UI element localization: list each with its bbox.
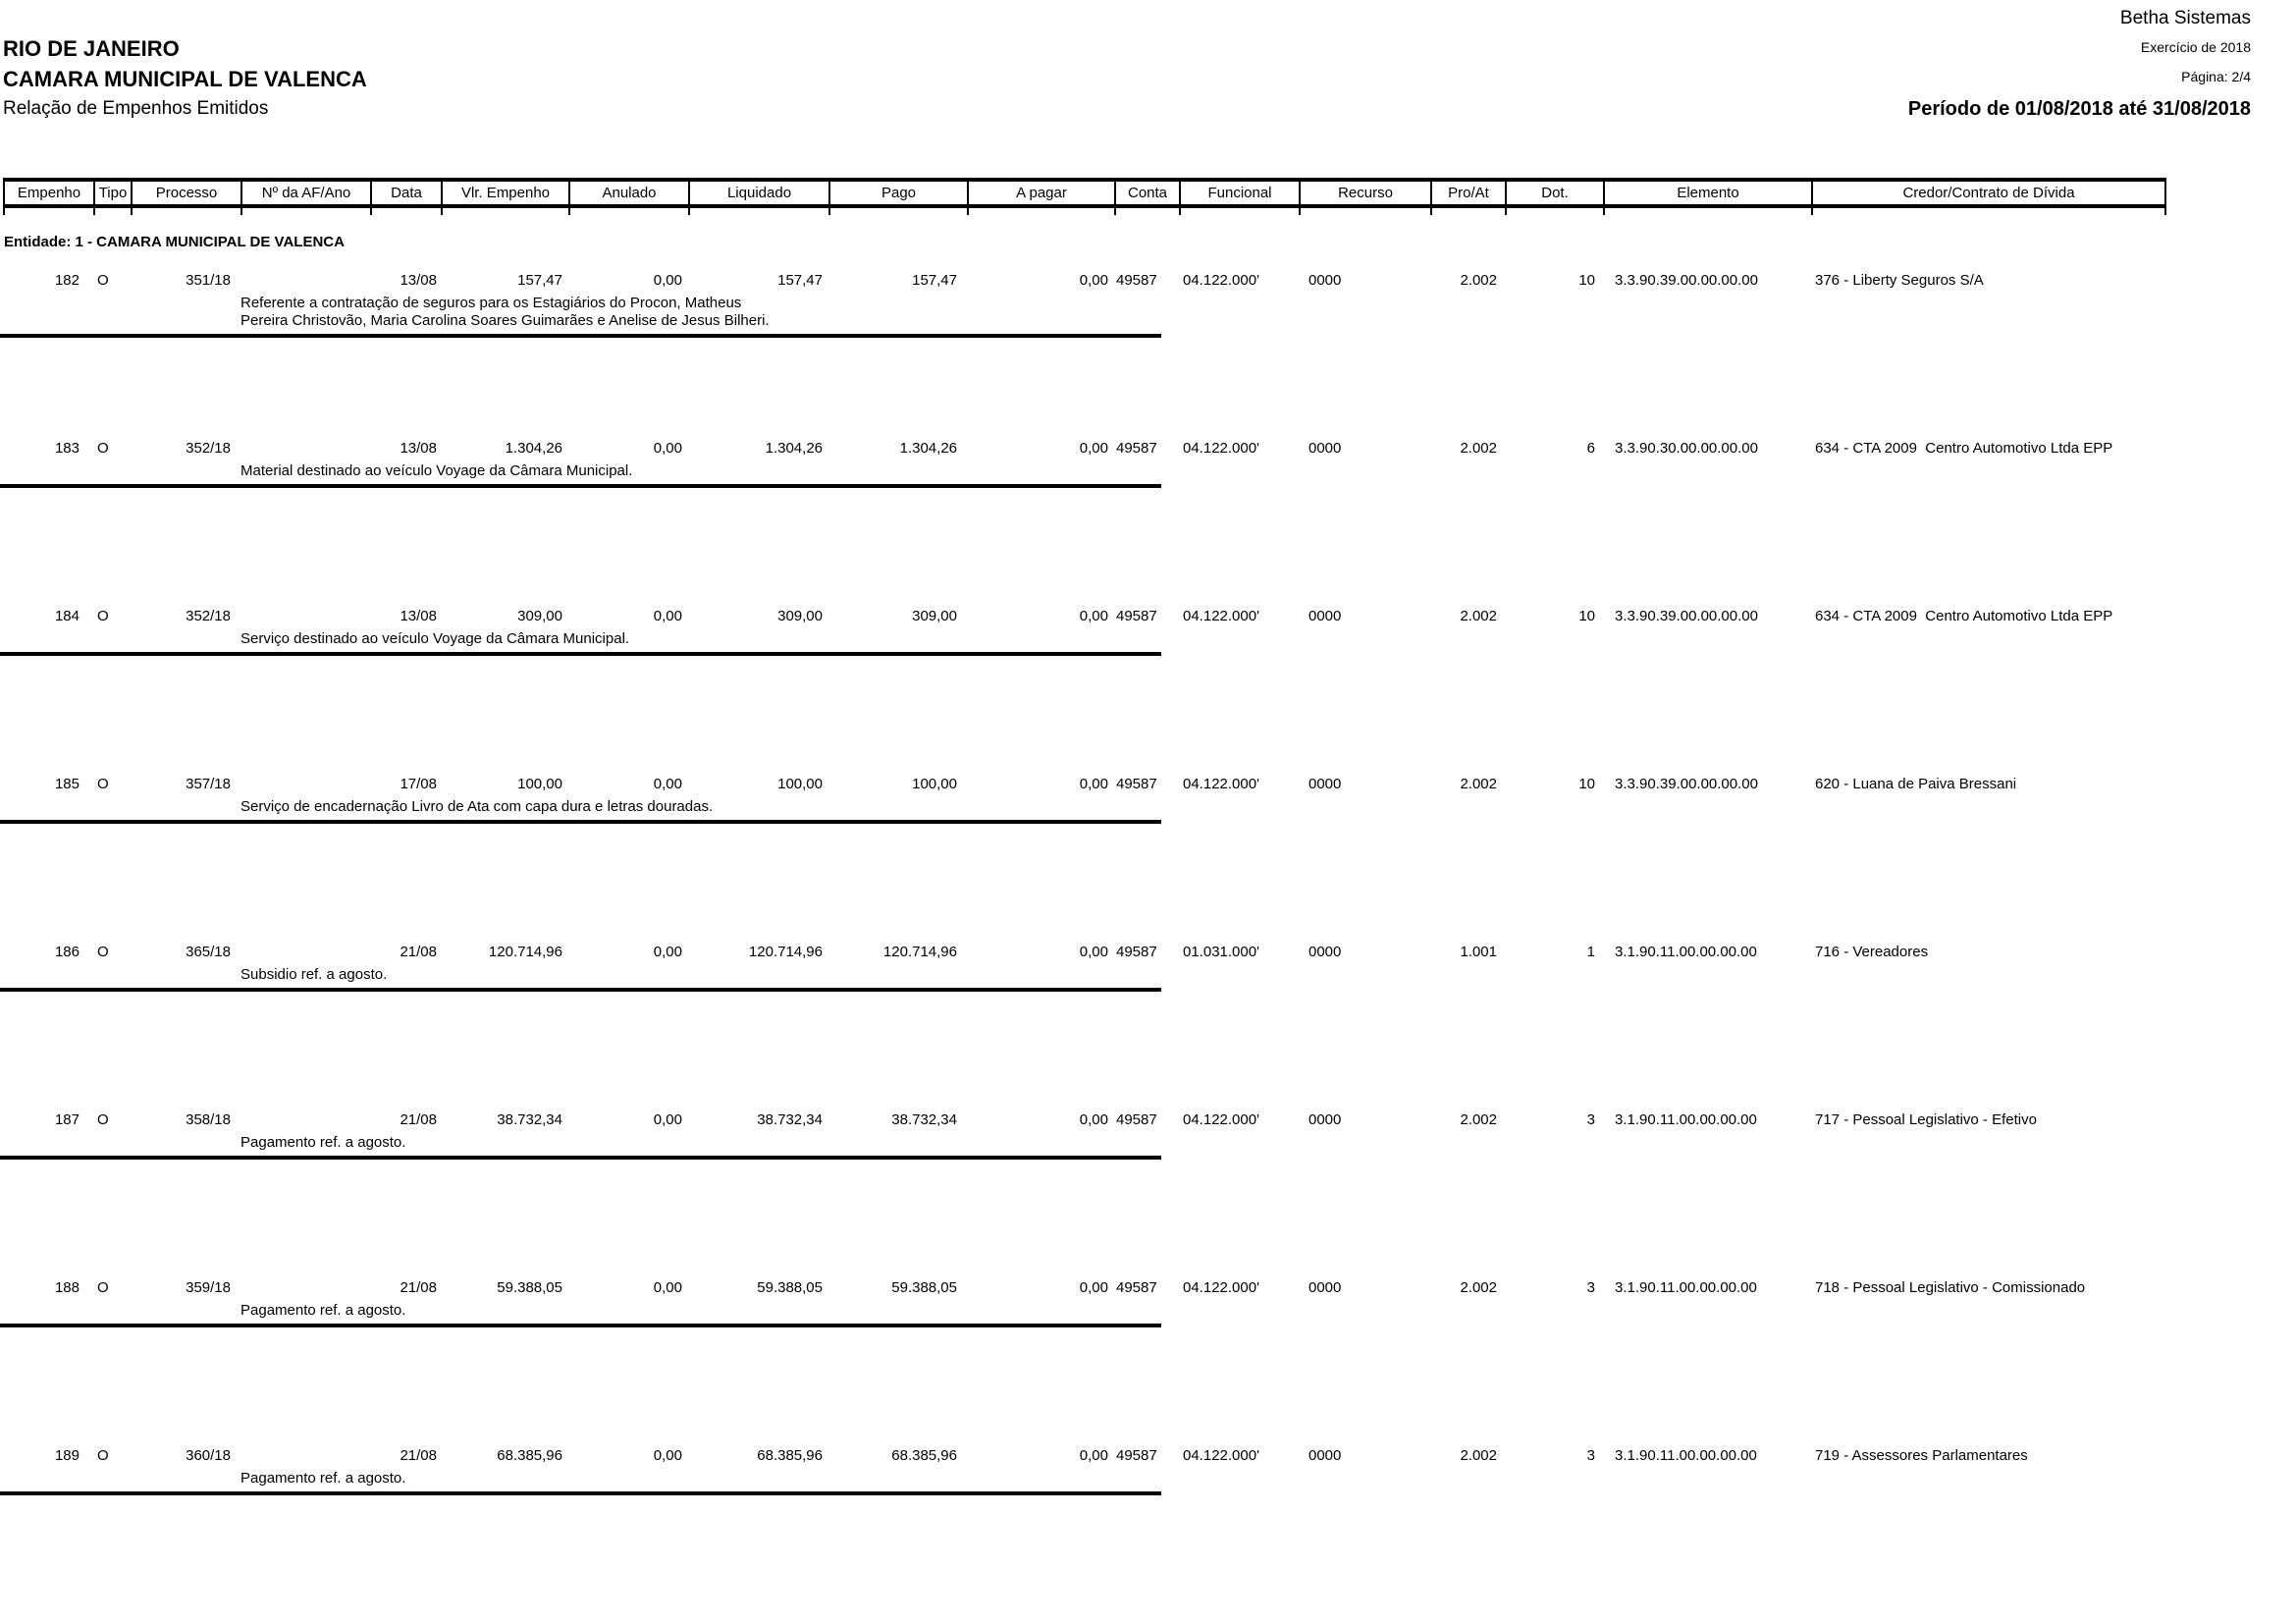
cell-vlr-empenho: 100,00 xyxy=(517,776,562,792)
cell-funcional: 04.122.000' xyxy=(1183,1111,1259,1128)
cell-elemento: 3.1.90.11.00.00.00.00 xyxy=(1615,1279,1757,1296)
cell-elemento: 3.1.90.11.00.00.00.00 xyxy=(1615,944,1757,960)
cell-data: 13/08 xyxy=(400,272,437,289)
cell-recurso: 0000 xyxy=(1308,1111,1342,1128)
empenho-row xyxy=(3,767,2166,793)
state-name: RIO DE JANEIRO xyxy=(3,36,180,61)
cell-credor: 620 - Luana de Paiva Bressani xyxy=(1815,776,2017,792)
empenho-block xyxy=(0,1438,2296,1606)
cell-empenho: 184 xyxy=(54,608,80,624)
cell-vlr-empenho: 38.732,34 xyxy=(497,1111,562,1128)
col-header-funcional: Funcional xyxy=(1179,182,1299,204)
cell-processo: 360/18 xyxy=(186,1447,231,1464)
cell-dot: 1 xyxy=(1586,944,1595,960)
cell-dot: 3 xyxy=(1586,1111,1595,1128)
cell-af-ano xyxy=(240,440,370,458)
empenho-row xyxy=(3,431,2166,458)
empenho-block xyxy=(0,935,2296,1103)
cell-af-ano xyxy=(240,1111,370,1129)
cell-recurso: 0000 xyxy=(1308,608,1342,624)
table-body xyxy=(0,263,2296,1606)
cell-tipo: O xyxy=(97,1447,109,1464)
cell-anulado: 0,00 xyxy=(653,440,682,457)
cell-conta: 49587 xyxy=(1116,944,1157,960)
cell-pago: 1.304,26 xyxy=(899,440,957,457)
cell-pago: 309,00 xyxy=(912,608,957,624)
cell-processo: 358/18 xyxy=(186,1111,231,1128)
cell-processo: 359/18 xyxy=(186,1279,231,1296)
cell-anulado: 0,00 xyxy=(653,776,682,792)
empenho-row xyxy=(3,1438,2166,1465)
row-divider xyxy=(0,1156,1161,1160)
cell-af-ano xyxy=(240,1447,370,1465)
cell-funcional: 04.122.000' xyxy=(1183,272,1259,289)
cell-tipo: O xyxy=(97,944,109,960)
cell-liquidado: 120.714,96 xyxy=(748,944,823,960)
cell-anulado: 0,00 xyxy=(653,1111,682,1128)
cell-tipo: O xyxy=(97,272,109,289)
col-header-tipo: Tipo xyxy=(93,182,131,204)
cell-af-ano xyxy=(240,608,370,625)
cell-conta: 49587 xyxy=(1116,1279,1157,1296)
cell-pago: 100,00 xyxy=(912,776,957,792)
col-header-liquidado: Liquidado xyxy=(688,182,828,204)
row-divider xyxy=(0,1491,1161,1495)
empenho-descricao: Serviço de encadernação Livro de Ata com capa dura e letras douradas. xyxy=(240,798,714,815)
cell-processo: 357/18 xyxy=(186,776,231,792)
cell-anulado: 0,00 xyxy=(653,608,682,624)
cell-conta: 49587 xyxy=(1116,1111,1157,1128)
row-divider xyxy=(0,820,1161,824)
cell-vlr-empenho: 68.385,96 xyxy=(497,1447,562,1464)
empenho-descricao: Pagamento ref. a agosto. xyxy=(240,1302,406,1319)
cell-pago: 68.385,96 xyxy=(891,1447,957,1464)
cell-credor: 376 - Liberty Seguros S/A xyxy=(1815,272,1984,289)
cell-funcional: 01.031.000' xyxy=(1183,944,1259,960)
cell-conta: 49587 xyxy=(1116,272,1157,289)
col-header-data: Data xyxy=(370,182,441,204)
cell-liquidado: 59.388,05 xyxy=(757,1279,823,1296)
cell-af-ano xyxy=(240,944,370,961)
table-header-row xyxy=(3,178,2166,208)
cell-empenho: 188 xyxy=(54,1279,80,1296)
cell-vlr-empenho: 59.388,05 xyxy=(497,1279,562,1296)
cell-tipo: O xyxy=(97,1279,109,1296)
col-header-processo: Processo xyxy=(131,182,240,204)
cell-tipo: O xyxy=(97,776,109,792)
cell-dot: 3 xyxy=(1586,1279,1595,1296)
cell-data: 21/08 xyxy=(400,944,437,960)
cell-a-pagar: 0,00 xyxy=(1079,608,1108,624)
cell-credor: 634 - CTA 2009 Centro Automotivo Ltda EPP xyxy=(1815,608,2113,624)
entity-line: Entidade: 1 - CAMARA MUNICIPAL DE VALENCA xyxy=(4,234,345,250)
empenho-row xyxy=(3,263,2166,290)
cell-liquidado: 38.732,34 xyxy=(757,1111,823,1128)
cell-data: 13/08 xyxy=(400,440,437,457)
row-divider xyxy=(0,1324,1161,1327)
col-header-pro-at: Pro/At xyxy=(1430,182,1505,204)
cell-dot: 10 xyxy=(1578,776,1595,792)
cell-conta: 49587 xyxy=(1116,608,1157,624)
cell-a-pagar: 0,00 xyxy=(1079,776,1108,792)
cell-elemento: 3.3.90.30.00.00.00.00 xyxy=(1615,440,1758,457)
cell-conta: 49587 xyxy=(1116,440,1157,457)
cell-anulado: 0,00 xyxy=(653,944,682,960)
empenho-row xyxy=(3,935,2166,961)
cell-empenho: 182 xyxy=(54,272,80,289)
empenho-block xyxy=(0,1271,2296,1438)
vendor-name: Betha Sistemas xyxy=(2119,8,2251,28)
empenho-descricao: Serviço destinado ao veículo Voyage da Câmara Municipal. xyxy=(240,630,630,647)
cell-recurso: 0000 xyxy=(1308,1279,1342,1296)
cell-liquidado: 68.385,96 xyxy=(757,1447,823,1464)
cell-pro-at: 2.002 xyxy=(1460,440,1497,457)
cell-a-pagar: 0,00 xyxy=(1079,1447,1108,1464)
period-label: Período de 01/08/2018 até 31/08/2018 xyxy=(1907,98,2251,120)
cell-liquidado: 100,00 xyxy=(777,776,823,792)
cell-a-pagar: 0,00 xyxy=(1079,1111,1108,1128)
row-divider xyxy=(0,484,1161,488)
cell-af-ano xyxy=(240,1279,370,1297)
cell-empenho: 186 xyxy=(54,944,80,960)
col-header-a-pagar: A pagar xyxy=(967,182,1114,204)
cell-funcional: 04.122.000' xyxy=(1183,1447,1259,1464)
empenho-block xyxy=(0,1103,2296,1271)
cell-recurso: 0000 xyxy=(1308,272,1342,289)
cell-processo: 352/18 xyxy=(186,608,231,624)
col-header-pago: Pago xyxy=(828,182,967,204)
cell-funcional: 04.122.000' xyxy=(1183,776,1259,792)
cell-recurso: 0000 xyxy=(1308,1447,1342,1464)
cell-recurso: 0000 xyxy=(1308,440,1342,457)
cell-pago: 59.388,05 xyxy=(891,1279,957,1296)
cell-elemento: 3.1.90.11.00.00.00.00 xyxy=(1615,1447,1757,1464)
empenho-block xyxy=(0,767,2296,935)
empenho-descricao: Pagamento ref. a agosto. xyxy=(240,1134,406,1151)
cell-anulado: 0,00 xyxy=(653,1447,682,1464)
empenho-block xyxy=(0,599,2296,767)
empenho-descricao: Referente a contratação de seguros para os Estagiários do Procon, Matheus Pereira Christovão, Maria Carolina Soares Guimarães e Anelise de Jesus Bilheri. xyxy=(240,295,770,329)
cell-data: 17/08 xyxy=(400,776,437,792)
cell-tipo: O xyxy=(97,440,109,457)
cell-dot: 10 xyxy=(1578,272,1595,289)
empenho-descricao: Subsidio ref. a agosto. xyxy=(240,966,388,983)
cell-conta: 49587 xyxy=(1116,776,1157,792)
cell-anulado: 0,00 xyxy=(653,272,682,289)
cell-pro-at: 1.001 xyxy=(1460,944,1497,960)
cell-credor: 717 - Pessoal Legislativo - Efetivo xyxy=(1815,1111,2037,1128)
cell-elemento: 3.1.90.11.00.00.00.00 xyxy=(1615,1111,1757,1128)
cell-dot: 6 xyxy=(1586,440,1595,457)
cell-liquidado: 157,47 xyxy=(777,272,823,289)
report-title: Relação de Empenhos Emitidos xyxy=(3,98,269,119)
cell-tipo: O xyxy=(97,1111,109,1128)
cell-pro-at: 2.002 xyxy=(1460,1447,1497,1464)
row-divider xyxy=(0,988,1161,992)
table-header-ticks xyxy=(3,208,2166,215)
cell-af-ano xyxy=(240,776,370,793)
row-divider xyxy=(0,652,1161,656)
cell-pro-at: 2.002 xyxy=(1460,608,1497,624)
cell-pago: 38.732,34 xyxy=(891,1111,957,1128)
cell-empenho: 187 xyxy=(54,1111,80,1128)
cell-empenho: 189 xyxy=(54,1447,80,1464)
col-header-conta: Conta xyxy=(1114,182,1179,204)
cell-dot: 3 xyxy=(1586,1447,1595,1464)
cell-pro-at: 2.002 xyxy=(1460,1279,1497,1296)
cell-vlr-empenho: 309,00 xyxy=(517,608,562,624)
col-header-empenho: Empenho xyxy=(3,182,93,204)
col-header-vlr-empenho: Vlr. Empenho xyxy=(441,182,568,204)
cell-data: 21/08 xyxy=(400,1111,437,1128)
cell-processo: 365/18 xyxy=(186,944,231,960)
cell-pro-at: 2.002 xyxy=(1460,776,1497,792)
exercise-label: Exercício de 2018 xyxy=(2140,39,2251,55)
cell-credor: 716 - Vereadores xyxy=(1815,944,1929,960)
col-header-elemento: Elemento xyxy=(1603,182,1811,204)
cell-processo: 352/18 xyxy=(186,440,231,457)
empenho-block xyxy=(0,263,2296,431)
cell-liquidado: 309,00 xyxy=(777,608,823,624)
page-number: Página: 2/4 xyxy=(2181,69,2251,84)
cell-elemento: 3.3.90.39.00.00.00.00 xyxy=(1615,608,1758,624)
cell-vlr-empenho: 1.304,26 xyxy=(505,440,562,457)
cell-recurso: 0000 xyxy=(1308,776,1342,792)
empenho-row xyxy=(3,1271,2166,1297)
empenho-block xyxy=(0,431,2296,599)
cell-pago: 120.714,96 xyxy=(882,944,957,960)
cell-a-pagar: 0,00 xyxy=(1079,944,1108,960)
col-header-dot: Dot. xyxy=(1505,182,1603,204)
cell-a-pagar: 0,00 xyxy=(1079,440,1108,457)
cell-data: 21/08 xyxy=(400,1447,437,1464)
cell-empenho: 185 xyxy=(54,776,80,792)
col-header-af-ano: Nº da AF/Ano xyxy=(240,182,370,204)
cell-processo: 351/18 xyxy=(186,272,231,289)
cell-vlr-empenho: 157,47 xyxy=(517,272,562,289)
cell-af-ano xyxy=(240,272,370,290)
cell-empenho: 183 xyxy=(54,440,80,457)
cell-funcional: 04.122.000' xyxy=(1183,1279,1259,1296)
cell-a-pagar: 0,00 xyxy=(1079,272,1108,289)
cell-dot: 10 xyxy=(1578,608,1595,624)
cell-credor: 634 - CTA 2009 Centro Automotivo Ltda EPP xyxy=(1815,440,2113,457)
empenho-row xyxy=(3,599,2166,625)
entity-name: CAMARA MUNICIPAL DE VALENCA xyxy=(3,67,367,91)
cell-a-pagar: 0,00 xyxy=(1079,1279,1108,1296)
report-header-left xyxy=(3,33,367,124)
cell-anulado: 0,00 xyxy=(653,1279,682,1296)
cell-data: 13/08 xyxy=(400,608,437,624)
cell-recurso: 0000 xyxy=(1308,944,1342,960)
cell-funcional: 04.122.000' xyxy=(1183,440,1259,457)
cell-credor: 718 - Pessoal Legislativo - Comissionado xyxy=(1815,1279,2086,1296)
cell-funcional: 04.122.000' xyxy=(1183,608,1259,624)
report-header-right xyxy=(1908,8,2251,121)
cell-elemento: 3.3.90.39.00.00.00.00 xyxy=(1615,776,1758,792)
col-header-anulado: Anulado xyxy=(568,182,688,204)
cell-tipo: O xyxy=(97,608,109,624)
col-header-recurso: Recurso xyxy=(1299,182,1430,204)
col-header-credor: Credor/Contrato de Dívida xyxy=(1811,182,2166,204)
empenho-descricao: Pagamento ref. a agosto. xyxy=(240,1470,406,1487)
cell-elemento: 3.3.90.39.00.00.00.00 xyxy=(1615,272,1758,289)
empenho-row xyxy=(3,1103,2166,1129)
row-divider xyxy=(0,334,1161,338)
cell-pro-at: 2.002 xyxy=(1460,272,1497,289)
cell-data: 21/08 xyxy=(400,1279,437,1296)
cell-conta: 49587 xyxy=(1116,1447,1157,1464)
cell-vlr-empenho: 120.714,96 xyxy=(488,944,562,960)
cell-liquidado: 1.304,26 xyxy=(765,440,823,457)
cell-pago: 157,47 xyxy=(912,272,957,289)
empenho-descricao: Material destinado ao veículo Voyage da Câmara Municipal. xyxy=(240,462,633,479)
cell-credor: 719 - Assessores Parlamentares xyxy=(1815,1447,2028,1464)
cell-pro-at: 2.002 xyxy=(1460,1111,1497,1128)
